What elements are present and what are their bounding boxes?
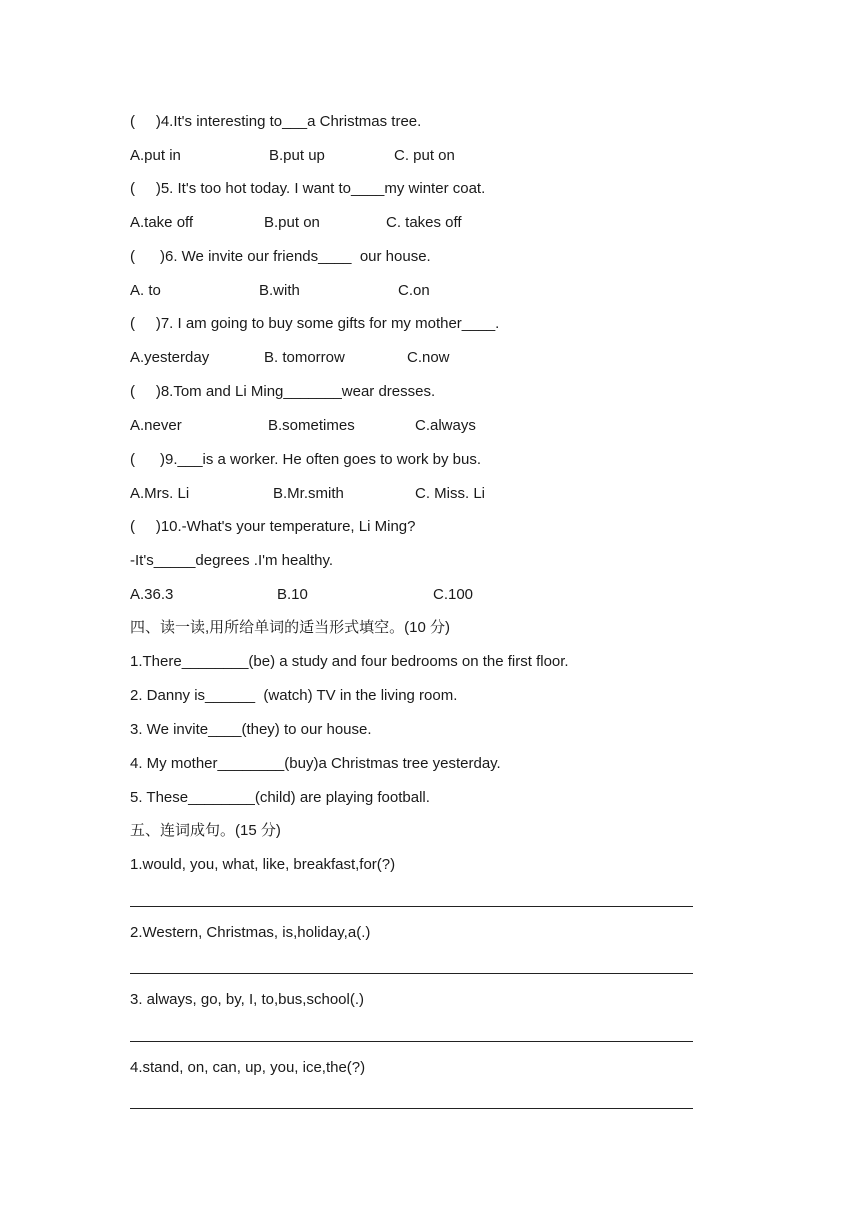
question-10-stem-line2: -It's_____degrees .I'm healthy. xyxy=(130,552,334,569)
question-9-option-a: A.Mrs. Li xyxy=(130,485,190,502)
question-9-stem: ( )9.___is a worker. He often goes to work by bus. xyxy=(130,451,481,468)
question-6-option-a: A. to xyxy=(130,282,161,299)
question-5-option-a: A.take off xyxy=(130,214,194,231)
sentence-item-3: 3. always, go, by, I, to,bus,school(.) xyxy=(130,991,364,1008)
answer-line-1 xyxy=(130,906,693,907)
question-4-option-b: B.put up xyxy=(269,147,325,164)
fill-blank-item-2: 2. Danny is______ (watch) TV in the living room. xyxy=(130,687,458,704)
sentence-item-1: 1.would, you, what, like, breakfast,for(?) xyxy=(130,856,396,873)
question-5-stem: ( )5. It's too hot today. I want to____my winter coat. xyxy=(130,180,486,197)
answer-line-2 xyxy=(130,973,693,974)
question-6-stem: ( )6. We invite our friends____ our house. xyxy=(130,248,431,265)
sentence-item-2: 2.Western, Christmas, is,holiday,a(.) xyxy=(130,924,371,941)
question-10-option-b: B.10 xyxy=(277,586,308,603)
question-8-option-c: C.always xyxy=(415,417,476,434)
fill-blank-item-1: 1.There________(be) a study and four bedrooms on the first floor. xyxy=(130,653,569,670)
question-8-stem: ( )8.Tom and Li Ming_______wear dresses. xyxy=(130,383,436,400)
section-4-heading: 四、读一读,用所给单词的适当形式填空。(10 分) xyxy=(130,619,451,636)
question-7-stem: ( )7. I am going to buy some gifts for my mother____. xyxy=(130,315,500,332)
fill-blank-item-4: 4. My mother________(buy)a Christmas tree yesterday. xyxy=(130,755,501,772)
question-4-option-c: C. put on xyxy=(394,147,455,164)
question-4-stem: ( )4.It's interesting to___a Christmas tree. xyxy=(130,113,422,130)
answer-line-4 xyxy=(130,1108,693,1109)
section-5-heading: 五、连词成句。(15 分) xyxy=(130,822,281,839)
question-4-option-a: A.put in xyxy=(130,147,181,164)
question-6-option-c: C.on xyxy=(398,282,430,299)
question-5-option-c: C. takes off xyxy=(386,214,462,231)
question-9-option-c: C. Miss. Li xyxy=(415,485,486,502)
question-9-option-b: B.Mr.smith xyxy=(273,485,344,502)
question-8-option-b: B.sometimes xyxy=(268,417,355,434)
question-6-option-b: B.with xyxy=(259,282,300,299)
question-7-option-b: B. tomorrow xyxy=(264,349,345,366)
fill-blank-item-3: 3. We invite____(they) to our house. xyxy=(130,721,372,738)
answer-line-3 xyxy=(130,1041,693,1042)
question-7-option-a: A.yesterday xyxy=(130,349,210,366)
question-7-option-c: C.now xyxy=(407,349,450,366)
fill-blank-item-5: 5. These________(child) are playing football. xyxy=(130,789,430,806)
sentence-item-4: 4.stand, on, can, up, you, ice,the(?) xyxy=(130,1059,366,1076)
question-10-option-a: A.36.3 xyxy=(130,586,174,603)
question-10-stem: ( )10.-What's your temperature, Li Ming? xyxy=(130,518,416,535)
question-5-option-b: B.put on xyxy=(264,214,320,231)
question-10-option-c: C.100 xyxy=(433,586,474,603)
question-8-option-a: A.never xyxy=(130,417,182,434)
